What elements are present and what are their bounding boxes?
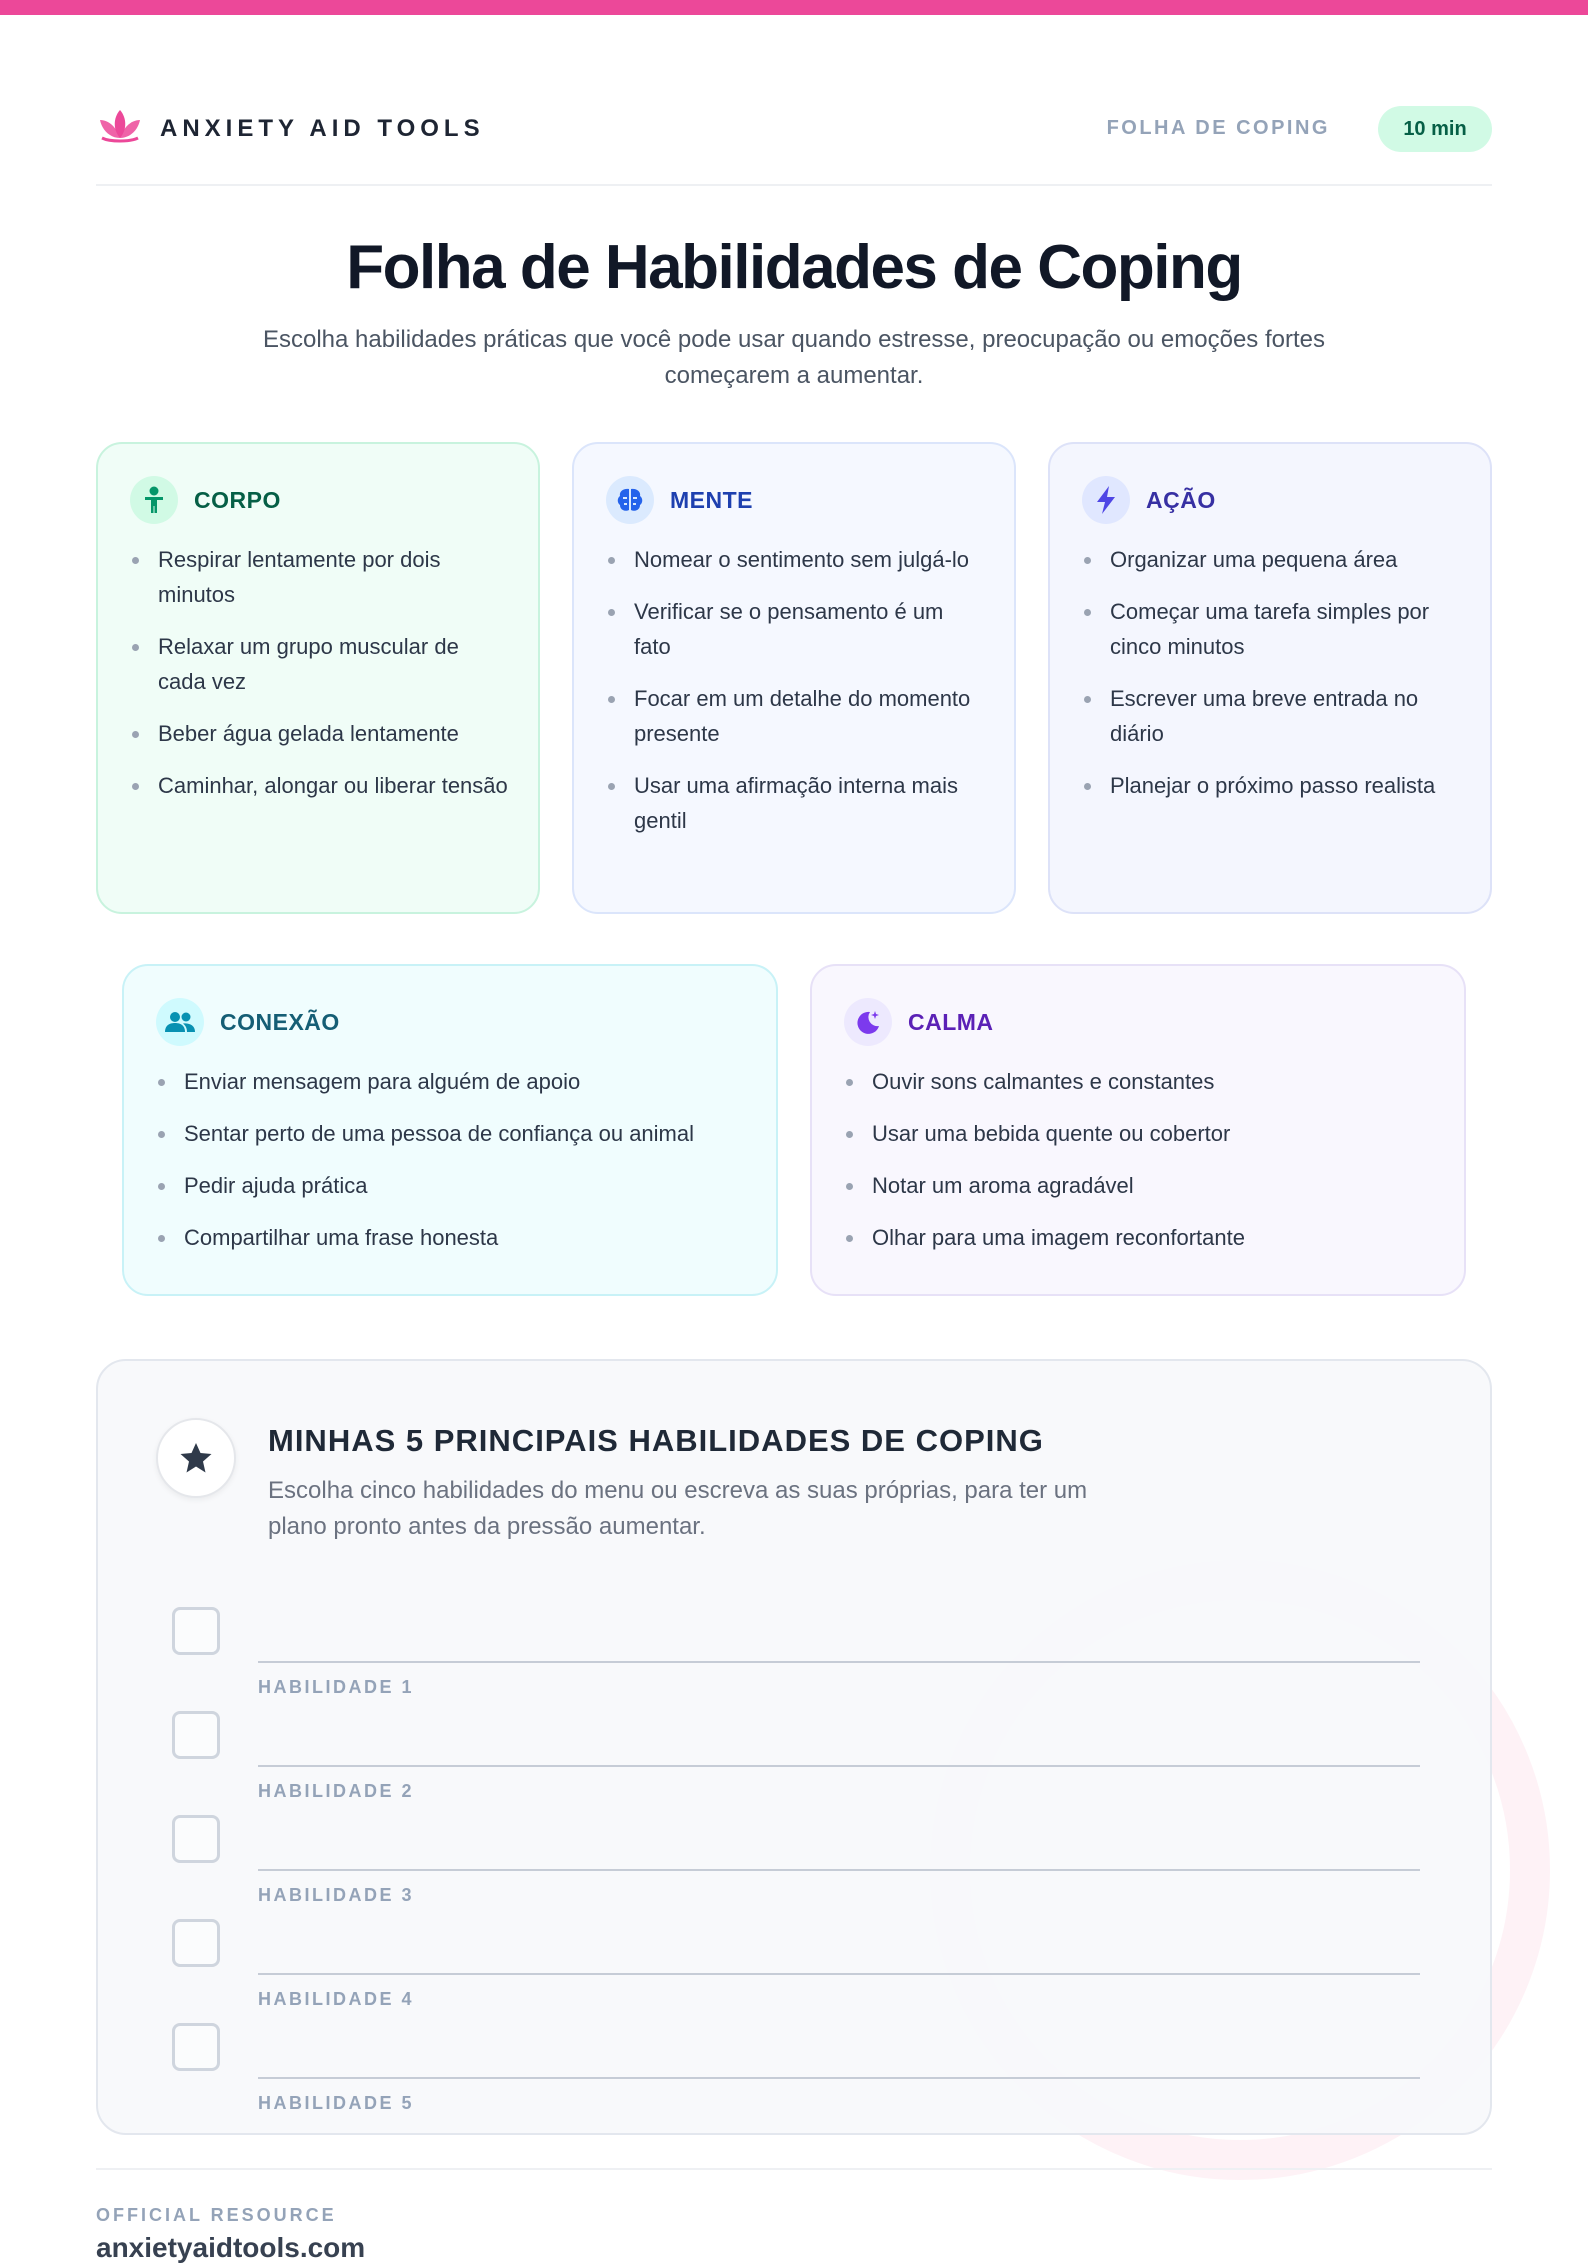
list-item: Nomear o sentimento sem julgá-lo xyxy=(606,542,984,577)
category-title: CONEXÃO xyxy=(220,1008,340,1035)
skill-checkbox[interactable] xyxy=(172,1607,220,1655)
page-title: Folha de Habilidades de Coping xyxy=(346,233,1242,302)
category-card-body xyxy=(96,442,540,914)
skill-label: HABILIDADE 1 xyxy=(258,1677,415,1697)
list-item: Pedir ajuda prática xyxy=(156,1168,746,1203)
list-item: Organizar uma pequena área xyxy=(1082,542,1460,577)
brand-name: ANXIETY AID TOOLS xyxy=(160,114,485,142)
star-icon xyxy=(156,1418,236,1498)
skill-list xyxy=(1082,542,1460,803)
skill-write-line[interactable] xyxy=(258,1661,1420,1663)
list-item: Ouvir sons calmantes e constantes xyxy=(844,1064,1434,1099)
list-item: Compartilhar uma frase honesta xyxy=(156,1220,746,1255)
category-card-calm xyxy=(810,964,1466,1296)
list-item: Beber água gelada lentamente xyxy=(130,716,508,751)
skill-entry-4 xyxy=(98,1919,1490,2019)
list-item: Planejar o próximo passo realista xyxy=(1082,768,1460,803)
time-badge: 10 min xyxy=(1378,106,1492,152)
top5-skills-panel xyxy=(96,1359,1492,2135)
skill-label: HABILIDADE 3 xyxy=(258,1885,415,1905)
skill-checkbox[interactable] xyxy=(172,1815,220,1863)
category-card-mind xyxy=(572,442,1016,914)
category-card-connection xyxy=(122,964,778,1296)
list-item: Usar uma afirmação interna mais gentil xyxy=(606,768,984,838)
category-title: MENTE xyxy=(670,486,753,513)
skill-checkbox[interactable] xyxy=(172,2023,220,2071)
page-header xyxy=(96,100,1492,186)
page-subtitle: Escolha habilidades práticas que você pode usar quando estresse, preocupação ou emoções fortes começarem a aumentar. xyxy=(262,326,1325,389)
top5-title: MINHAS 5 PRINCIPAIS HABILIDADES DE COPING xyxy=(268,1423,1044,1458)
skill-label: HABILIDADE 2 xyxy=(258,1781,415,1801)
list-item: Focar em um detalhe do momento presente xyxy=(606,681,984,751)
list-item: Sentar perto de uma pessoa de confiança ou animal xyxy=(156,1116,746,1151)
category-title: AÇÃO xyxy=(1146,486,1216,513)
top5-description: Escolha cinco habilidades do menu ou escreva as suas próprias, para ter um plano pronto antes da pressão aumentar. xyxy=(268,1477,1088,1540)
category-card-action xyxy=(1048,442,1492,914)
list-item: Escrever uma breve entrada no diário xyxy=(1082,681,1460,751)
skill-write-line[interactable] xyxy=(258,1869,1420,1871)
category-title: CALMA xyxy=(908,1008,994,1035)
list-item: Notar um aroma agradável xyxy=(844,1168,1434,1203)
skill-entry-5 xyxy=(98,2023,1490,2123)
list-item: Caminhar, alongar ou liberar tensão xyxy=(130,768,508,803)
skill-entry-3 xyxy=(98,1815,1490,1915)
person-icon xyxy=(130,476,178,524)
lightning-icon xyxy=(1082,476,1130,524)
skill-label: HABILIDADE 5 xyxy=(258,2093,415,2113)
list-item: Começar uma tarefa simples por cinco minutos xyxy=(1082,594,1460,664)
top-accent-bar xyxy=(0,0,1588,15)
skill-list xyxy=(156,1064,746,1255)
skill-label: HABILIDADE 4 xyxy=(258,1989,415,2009)
skill-list xyxy=(130,542,508,803)
list-item: Olhar para uma imagem reconfortante xyxy=(844,1220,1434,1255)
list-item: Usar uma bebida quente ou cobertor xyxy=(844,1116,1434,1151)
people-icon xyxy=(156,998,204,1046)
footer-label: OFFICIAL RESOURCE xyxy=(96,2205,337,2225)
list-item: Enviar mensagem para alguém de apoio xyxy=(156,1064,746,1099)
skill-checkbox[interactable] xyxy=(172,1919,220,1967)
category-title: CORPO xyxy=(194,486,281,513)
skill-checkbox[interactable] xyxy=(172,1711,220,1759)
brain-icon xyxy=(606,476,654,524)
footer-divider xyxy=(96,2168,1492,2170)
skill-write-line[interactable] xyxy=(258,1765,1420,1767)
skill-write-line[interactable] xyxy=(258,2077,1420,2079)
skill-list xyxy=(844,1064,1434,1255)
lotus-icon xyxy=(96,108,144,149)
skill-write-line[interactable] xyxy=(258,1973,1420,1975)
brand[interactable] xyxy=(96,108,485,149)
skill-list xyxy=(606,542,984,838)
list-item: Respirar lentamente por dois minutos xyxy=(130,542,508,612)
list-item: Verificar se o pensamento é um fato xyxy=(606,594,984,664)
moon-icon xyxy=(844,998,892,1046)
sheet-type-label: FOLHA DE COPING xyxy=(1106,117,1330,139)
skill-entry-1 xyxy=(98,1607,1490,1707)
list-item: Relaxar um grupo muscular de cada vez xyxy=(130,629,508,699)
footer-site-link[interactable]: anxietyaidtools.com xyxy=(96,2232,366,2263)
skill-entry-2 xyxy=(98,1711,1490,1811)
